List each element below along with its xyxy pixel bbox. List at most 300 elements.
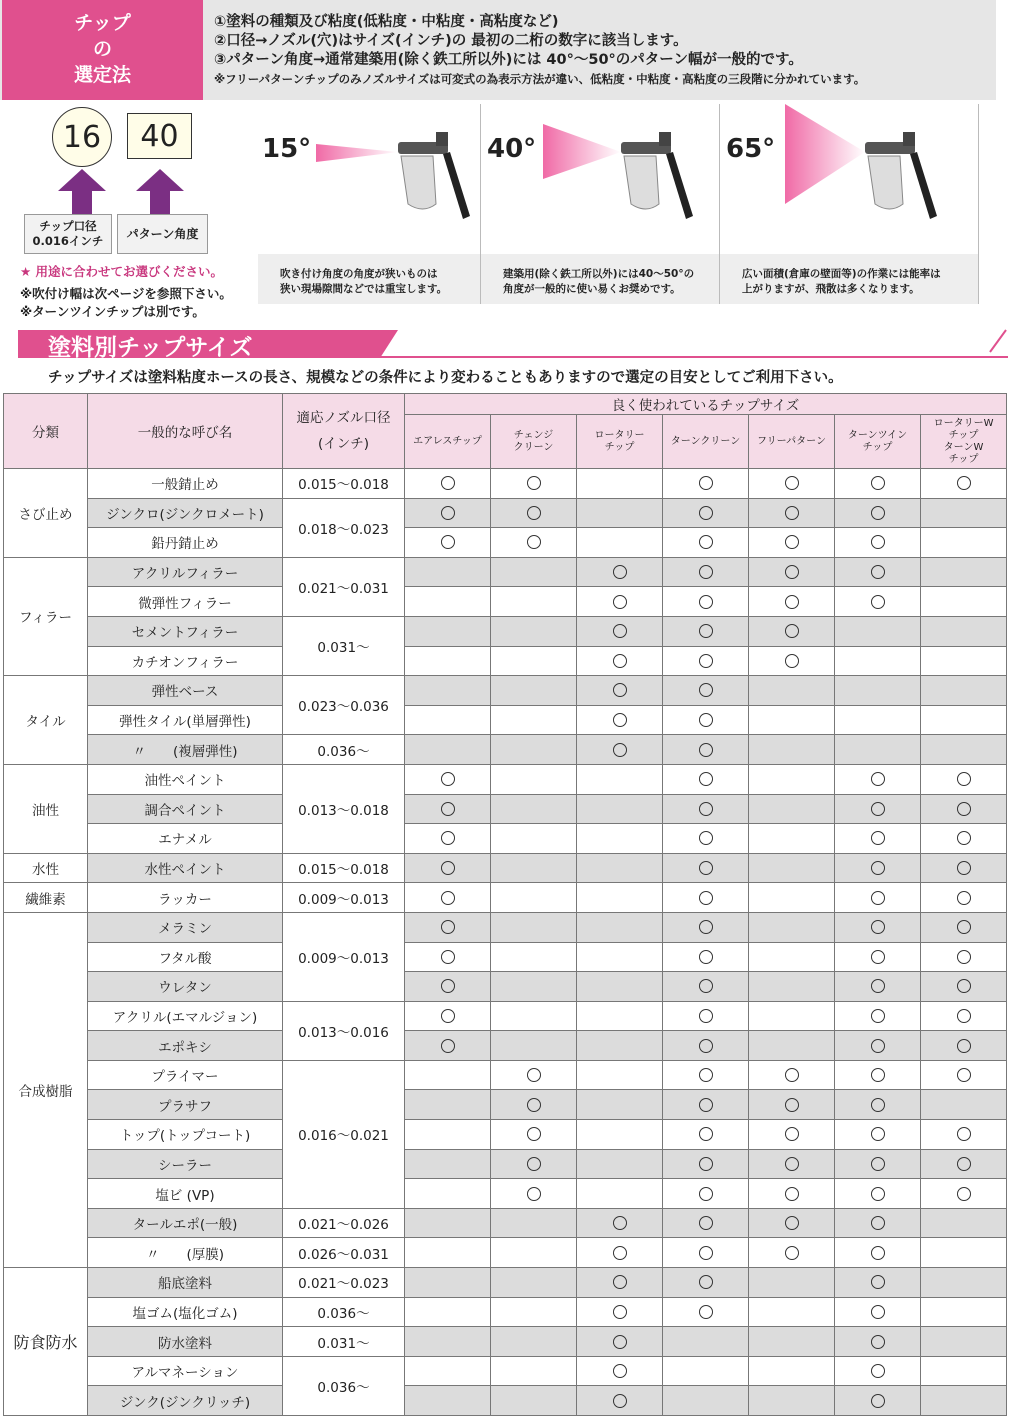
tip-mark-cell	[835, 824, 921, 854]
tip-type-header-line: ターンW	[943, 441, 984, 453]
paint-name-cell: ウレタン	[88, 972, 283, 1002]
tip-type-header-line: チップ	[862, 441, 893, 453]
tip-mark-cell	[491, 853, 577, 883]
tip-mark-cell	[405, 705, 491, 735]
tip-mark-cell	[577, 1238, 663, 1268]
tip-mark-cell	[749, 587, 835, 617]
tip-mark-cell	[405, 942, 491, 972]
tip-mark-cell	[835, 1031, 921, 1061]
table-row	[4, 676, 1007, 706]
divider-slash	[986, 328, 1008, 356]
tip-mark-cell	[921, 735, 1007, 765]
tip-mark-cell	[835, 1268, 921, 1298]
tip-mark-cell	[921, 853, 1007, 883]
category-cell: 防食防水	[4, 1268, 88, 1416]
tip-mark-cell	[749, 1060, 835, 1090]
category-cell: 合成樹脂	[4, 912, 88, 1267]
tip-mark-cell	[577, 883, 663, 913]
tip-mark-cell	[491, 1268, 577, 1298]
tip-mark-cell	[921, 1179, 1007, 1209]
tip-mark-cell	[921, 646, 1007, 676]
tip-mark-cell	[663, 1356, 749, 1386]
header-lines	[214, 13, 1004, 89]
circle-mark-icon	[957, 950, 971, 964]
category-cell: タイル	[4, 676, 88, 765]
tip-mark-cell	[749, 764, 835, 794]
tip-mark-cell	[663, 1238, 749, 1268]
paint-name-cell: プライマー	[88, 1060, 283, 1090]
tip-mark-cell	[405, 498, 491, 528]
tip-mark-cell	[663, 676, 749, 706]
tip-mark-cell	[577, 942, 663, 972]
table-row	[4, 824, 1007, 854]
tip-mark-cell	[921, 1268, 1007, 1298]
nozzle-diameter-cell: 0.036〜	[283, 1297, 405, 1327]
circle-mark-icon	[957, 1009, 971, 1023]
nozzle-diameter-cell: 0.013〜0.018	[283, 764, 405, 853]
tip-mark-cell	[405, 1208, 491, 1238]
tip-mark-cell	[663, 1149, 749, 1179]
tip-mark-cell	[663, 942, 749, 972]
paint-name-cell: 塩ゴム(塩化ゴム)	[88, 1297, 283, 1327]
tip-mark-cell	[577, 1356, 663, 1386]
circle-mark-icon	[871, 950, 885, 964]
tip-mark-cell	[491, 498, 577, 528]
nozzle-diameter-cell: 0.015〜0.018	[283, 853, 405, 883]
tip-type-header	[921, 415, 1007, 469]
tip-mark-cell	[491, 646, 577, 676]
tip-mark-cell	[405, 557, 491, 587]
tip-mark-cell	[921, 942, 1007, 972]
header-nozzle	[283, 394, 405, 469]
tip-mark-cell	[835, 646, 921, 676]
circle-mark-icon	[699, 743, 713, 757]
tip-mark-cell	[921, 824, 1007, 854]
table-row	[4, 942, 1007, 972]
tip-mark-cell	[921, 528, 1007, 558]
circle-mark-icon	[699, 1246, 713, 1260]
paint-name-cell: 油性ペイント	[88, 764, 283, 794]
tip-mark-cell	[577, 469, 663, 499]
nozzle-diameter-cell: 0.016〜0.021	[283, 1060, 405, 1208]
circle-mark-icon	[699, 595, 713, 609]
note-line: ※吹付け幅は次ページを参照下さい。	[20, 286, 232, 301]
tip-mark-cell	[405, 735, 491, 765]
circle-mark-icon	[441, 1039, 455, 1053]
tip-type-header-line: ターンツイン	[847, 429, 908, 441]
tip-type-header	[405, 415, 491, 469]
spray-gun-icon	[720, 104, 979, 254]
paint-name-cell: トップ(トップコート)	[88, 1120, 283, 1150]
tip-mark-cell	[835, 616, 921, 646]
circle-mark-icon	[699, 1009, 713, 1023]
circle-mark-icon	[785, 1246, 799, 1260]
circle-mark-icon	[613, 624, 627, 638]
tip-mark-cell	[921, 587, 1007, 617]
tip-mark-cell	[491, 616, 577, 646]
table-row	[4, 705, 1007, 735]
caption-line: 角度が一般的に使い易くお奨めです。	[503, 283, 681, 295]
tip-mark-cell	[663, 1060, 749, 1090]
tip-mark-cell	[577, 1060, 663, 1090]
header-nozzle-line: (インチ)	[317, 436, 370, 452]
angle-degree: 65°	[726, 134, 776, 164]
tip-mark-cell	[835, 1297, 921, 1327]
tip-mark-cell	[405, 1031, 491, 1061]
table-row	[4, 1031, 1007, 1061]
tip-mark-cell	[491, 1001, 577, 1031]
circle-mark-icon	[699, 654, 713, 668]
tip-mark-cell	[577, 853, 663, 883]
tip-mark-cell	[835, 764, 921, 794]
table-row	[4, 1386, 1007, 1416]
circle-mark-icon	[957, 831, 971, 845]
tip-mark-cell	[663, 1386, 749, 1416]
tip-mark-cell	[405, 469, 491, 499]
star-note: ★ 用途に合わせてお選びください。	[20, 264, 224, 279]
tip-mark-cell	[749, 1120, 835, 1150]
header-line: ②口径→ノズル(穴)はサイズ(インチ)の 最初の二桁の数字に該当します。	[214, 33, 688, 49]
paint-name-cell: 〃 (複層弾性)	[88, 735, 283, 765]
tip-mark-cell	[405, 1297, 491, 1327]
circle-mark-icon	[699, 1039, 713, 1053]
tip-mark-cell	[491, 1060, 577, 1090]
tip-mark-cell	[835, 528, 921, 558]
arrow-up-icon	[136, 169, 184, 214]
table-row	[4, 528, 1007, 558]
paint-name-cell: 弾性ベース	[88, 676, 283, 706]
tip-mark-cell	[921, 794, 1007, 824]
circle-mark-icon	[441, 861, 455, 875]
tip-mark-cell	[835, 942, 921, 972]
circle-mark-icon	[871, 1068, 885, 1082]
circle-mark-icon	[957, 802, 971, 816]
circle-mark-icon	[785, 624, 799, 638]
circle-mark-icon	[871, 1098, 885, 1112]
paint-name-cell: アクリル(エマルジョン)	[88, 1001, 283, 1031]
circle-mark-icon	[785, 1157, 799, 1171]
circle-mark-icon	[871, 1127, 885, 1141]
nozzle-diameter-cell: 0.036〜	[283, 1356, 405, 1415]
tip-mark-cell	[663, 1268, 749, 1298]
circle-mark-icon	[871, 1216, 885, 1230]
circle-mark-icon	[699, 950, 713, 964]
tip-type-header	[577, 415, 663, 469]
tip-mark-cell	[835, 1120, 921, 1150]
tip-mark-cell	[835, 1208, 921, 1238]
tip-mark-cell	[405, 646, 491, 676]
circle-mark-icon	[441, 772, 455, 786]
circle-mark-icon	[699, 1275, 713, 1289]
paint-name-cell: シーラー	[88, 1149, 283, 1179]
angle-code: 40	[127, 113, 192, 159]
tip-type-header-line: クリーン	[513, 441, 554, 453]
tip-mark-cell	[405, 883, 491, 913]
circle-mark-icon	[871, 1335, 885, 1349]
tip-mark-cell	[405, 528, 491, 558]
paint-name-cell: 防水塗料	[88, 1327, 283, 1357]
tip-mark-cell	[835, 853, 921, 883]
tip-mark-cell	[405, 794, 491, 824]
tip-type-header-line: エアレスチップ	[413, 435, 482, 447]
table-row	[4, 1001, 1007, 1031]
tip-mark-cell	[921, 498, 1007, 528]
circle-mark-icon	[785, 595, 799, 609]
circle-mark-icon	[699, 683, 713, 697]
tip-mark-cell	[835, 587, 921, 617]
tip-mark-cell	[663, 616, 749, 646]
title-line: の	[92, 38, 112, 60]
tip-mark-cell	[577, 1327, 663, 1357]
tip-mark-cell	[921, 1297, 1007, 1327]
circle-mark-icon	[871, 1275, 885, 1289]
circle-mark-icon	[527, 476, 541, 490]
tip-mark-cell	[491, 557, 577, 587]
arrow-up-icon	[58, 169, 106, 214]
circle-mark-icon	[699, 713, 713, 727]
tip-mark-cell	[663, 587, 749, 617]
diameter-label-line: 0.016インチ	[32, 234, 104, 248]
tip-mark-cell	[749, 676, 835, 706]
circle-mark-icon	[699, 535, 713, 549]
circle-mark-icon	[613, 1335, 627, 1349]
tip-mark-cell	[749, 824, 835, 854]
circle-mark-icon	[871, 891, 885, 905]
circle-mark-icon	[613, 743, 627, 757]
tip-mark-cell	[921, 1327, 1007, 1357]
tip-mark-cell	[749, 1297, 835, 1327]
tip-mark-cell	[663, 498, 749, 528]
tip-mark-cell	[663, 1120, 749, 1150]
tip-mark-cell	[835, 794, 921, 824]
paint-name-cell: 水性ペイント	[88, 853, 283, 883]
tip-mark-cell	[921, 1238, 1007, 1268]
tip-mark-cell	[921, 616, 1007, 646]
paint-name-cell: 調合ペイント	[88, 794, 283, 824]
tip-mark-cell	[835, 1090, 921, 1120]
tip-mark-cell	[921, 912, 1007, 942]
tip-mark-cell	[835, 705, 921, 735]
circle-mark-icon	[699, 1187, 713, 1201]
header-line: ③パターン角度→通常建築用(除く鉄工所以外)には 40°〜50°のパターン幅が一般的です。	[214, 52, 803, 68]
tip-mark-cell	[491, 1149, 577, 1179]
tip-mark-cell	[749, 1386, 835, 1416]
nozzle-diameter-cell: 0.013〜0.016	[283, 1001, 405, 1060]
tip-mark-cell	[921, 764, 1007, 794]
circle-mark-icon	[871, 831, 885, 845]
circle-mark-icon	[699, 1068, 713, 1082]
paint-name-cell: セメントフィラー	[88, 616, 283, 646]
tip-mark-cell	[491, 1031, 577, 1061]
circle-mark-icon	[527, 1187, 541, 1201]
circle-mark-icon	[441, 979, 455, 993]
tip-mark-cell	[577, 1120, 663, 1150]
tip-mark-cell	[405, 1001, 491, 1031]
tip-mark-cell	[577, 587, 663, 617]
tip-mark-cell	[491, 587, 577, 617]
circle-mark-icon	[957, 1068, 971, 1082]
angle-caption	[258, 254, 480, 304]
circle-mark-icon	[957, 1187, 971, 1201]
tip-mark-cell	[491, 1238, 577, 1268]
tip-mark-cell	[405, 1060, 491, 1090]
tip-mark-cell	[577, 1031, 663, 1061]
tip-mark-cell	[577, 646, 663, 676]
tip-mark-cell	[835, 1327, 921, 1357]
table-row	[4, 1060, 1007, 1090]
tip-mark-cell	[921, 705, 1007, 735]
angle-panel-65	[720, 104, 979, 304]
circle-mark-icon	[699, 979, 713, 993]
circle-mark-icon	[871, 1305, 885, 1319]
paint-name-cell: メラミン	[88, 912, 283, 942]
tip-mark-cell	[663, 883, 749, 913]
paint-name-cell: ジンク(ジンクリッチ)	[88, 1386, 283, 1416]
circle-mark-icon	[613, 1246, 627, 1260]
tip-mark-cell	[921, 1060, 1007, 1090]
diameter-label	[24, 214, 112, 254]
tip-type-header-line: チップ	[948, 429, 979, 441]
category-cell: 水性	[4, 853, 88, 883]
tip-type-header-line: チェンジ	[513, 429, 554, 441]
tip-type-header-line: チップ	[604, 441, 635, 453]
tip-mark-cell	[749, 646, 835, 676]
tip-mark-cell	[491, 469, 577, 499]
circle-mark-icon	[699, 1216, 713, 1230]
section-title: 塗料別チップサイズ	[48, 335, 253, 361]
tip-mark-cell	[491, 1297, 577, 1327]
tip-mark-cell	[491, 705, 577, 735]
circle-mark-icon	[699, 476, 713, 490]
tip-mark-cell	[405, 853, 491, 883]
paint-name-cell: アルマネーション	[88, 1356, 283, 1386]
category-cell: フィラー	[4, 557, 88, 675]
tip-mark-cell	[835, 1356, 921, 1386]
circle-mark-icon	[699, 920, 713, 934]
circle-mark-icon	[527, 1157, 541, 1171]
circle-mark-icon	[699, 506, 713, 520]
category-cell: 繊維素	[4, 883, 88, 913]
circle-mark-icon	[871, 1364, 885, 1378]
tip-mark-cell	[491, 972, 577, 1002]
tip-mark-cell	[577, 794, 663, 824]
tip-mark-cell	[663, 764, 749, 794]
caption-line: 上がりますが、飛散は多くなります。	[742, 283, 920, 295]
paint-name-cell: カチオンフィラー	[88, 646, 283, 676]
tip-type-header-line: チップ	[948, 453, 979, 465]
angle-panel-40	[481, 104, 720, 304]
tip-mark-cell	[405, 1268, 491, 1298]
paint-name-cell: フタル酸	[88, 942, 283, 972]
tip-mark-cell	[663, 794, 749, 824]
circle-mark-icon	[871, 772, 885, 786]
tip-mark-cell	[577, 824, 663, 854]
circle-mark-icon	[613, 1275, 627, 1289]
tip-mark-cell	[663, 705, 749, 735]
tip-mark-cell	[835, 1060, 921, 1090]
paint-name-cell: ラッカー	[88, 883, 283, 913]
tip-mark-cell	[491, 794, 577, 824]
circle-mark-icon	[613, 1216, 627, 1230]
tip-mark-cell	[405, 1179, 491, 1209]
circle-mark-icon	[441, 831, 455, 845]
tip-mark-cell	[749, 705, 835, 735]
tip-mark-cell	[749, 1327, 835, 1357]
tip-mark-cell	[577, 676, 663, 706]
tip-type-header-line: フリーパターン	[757, 435, 826, 447]
table-row	[4, 1238, 1007, 1268]
circle-mark-icon	[613, 1364, 627, 1378]
table-row	[4, 646, 1007, 676]
circle-mark-icon	[871, 1157, 885, 1171]
circle-mark-icon	[441, 802, 455, 816]
tip-mark-cell	[491, 1327, 577, 1357]
table-row	[4, 853, 1007, 883]
tip-mark-cell	[577, 1090, 663, 1120]
tip-mark-cell	[749, 883, 835, 913]
paint-name-cell: 船底塗料	[88, 1268, 283, 1298]
tip-mark-cell	[921, 1386, 1007, 1416]
tip-mark-cell	[663, 1031, 749, 1061]
header-note: ※フリーパターンチップのみノズルサイズは可変式の為表示方法が違い、低粘度・中粘度・高粘度の三段階に分かれています。	[214, 72, 866, 86]
circle-mark-icon	[441, 1009, 455, 1023]
tip-mark-cell	[405, 912, 491, 942]
table-row	[4, 912, 1007, 942]
tip-mark-cell	[663, 1208, 749, 1238]
tip-mark-cell	[921, 1356, 1007, 1386]
section-subtitle: チップサイズは塗料粘度ホースの長さ、規模などの条件により変わることもありますので選定の目安としてご利用下さい。	[48, 370, 843, 386]
tip-mark-cell	[921, 557, 1007, 587]
tip-mark-cell	[577, 528, 663, 558]
tip-mark-cell	[749, 972, 835, 1002]
caption-line: 狭い現場隙間などでは重宝します。	[280, 283, 448, 295]
tip-mark-cell	[663, 912, 749, 942]
tip-mark-cell	[577, 1208, 663, 1238]
circle-mark-icon	[441, 891, 455, 905]
circle-mark-icon	[527, 1068, 541, 1082]
tip-mark-cell	[749, 942, 835, 972]
circle-mark-icon	[527, 506, 541, 520]
angle-caption	[720, 254, 978, 304]
circle-mark-icon	[441, 950, 455, 964]
tip-mark-cell	[405, 1120, 491, 1150]
table-row	[4, 557, 1007, 587]
tip-mark-cell	[663, 735, 749, 765]
circle-mark-icon	[441, 476, 455, 490]
tip-mark-cell	[835, 883, 921, 913]
table-row	[4, 1356, 1007, 1386]
tip-mark-cell	[491, 1120, 577, 1150]
tip-size-table	[3, 393, 1007, 1416]
paint-name-cell: アクリルフィラー	[88, 557, 283, 587]
circle-mark-icon	[957, 1127, 971, 1141]
tip-mark-cell	[405, 1386, 491, 1416]
tip-mark-cell	[577, 1179, 663, 1209]
tip-mark-cell	[921, 1208, 1007, 1238]
nozzle-diameter-cell: 0.021〜0.026	[283, 1208, 405, 1238]
tip-mark-cell	[491, 1356, 577, 1386]
circle-mark-icon	[957, 476, 971, 490]
tip-mark-cell	[749, 1179, 835, 1209]
circle-mark-icon	[785, 1068, 799, 1082]
tip-mark-cell	[491, 528, 577, 558]
header-nozzle-line: 適応ノズル口径	[296, 410, 391, 426]
tip-mark-cell	[749, 1238, 835, 1268]
nozzle-diameter-cell: 0.015〜0.018	[283, 469, 405, 499]
tip-mark-cell	[491, 824, 577, 854]
circle-mark-icon	[871, 802, 885, 816]
circle-mark-icon	[527, 535, 541, 549]
